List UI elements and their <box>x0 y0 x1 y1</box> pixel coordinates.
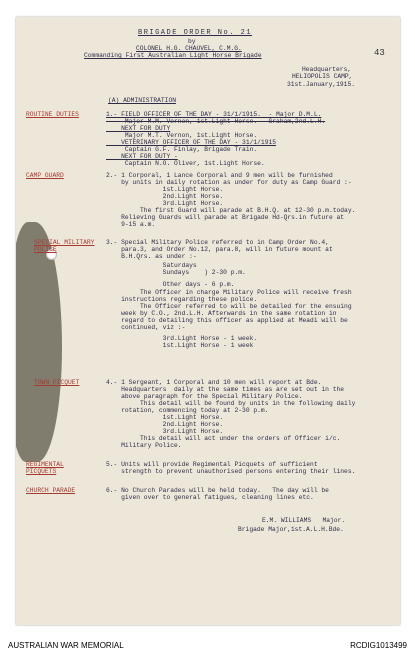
body-line: Major M.M. Vernon, 1st.Light Horse. Graham,2nd.L.H. <box>106 118 326 125</box>
body-line: above paragraph for the Special Military Police. <box>106 393 303 400</box>
margin-label-town-picquet: TOWN PICQUET <box>34 379 80 386</box>
location-line: HELIOPOLIS CAMP, <box>292 73 353 80</box>
body-line: instructions regarding these police. <box>106 296 258 303</box>
body-line: The first Guard will parade at B.H.Q. at 12-30 p.m.today. <box>106 207 356 214</box>
page-number: 43 <box>374 48 385 58</box>
body-line: 1.- FIELD OFFICER OF THE DAY - 31/1/1915. - Major D.M.L. <box>106 111 322 118</box>
body-line: 3rd.Light Horse - 1 week. <box>106 335 258 342</box>
body-line: 6.- No Church Parades will be held today. The day will be <box>106 487 329 494</box>
body-line: NEXT FOR DUTY - <box>106 153 178 160</box>
body-line: B.H.Qrs. as under :- <box>106 253 197 260</box>
order-title: BRIGADE ORDER No. 21 <box>138 29 253 37</box>
margin-label-church-parade: CHURCH PARADE <box>26 487 76 494</box>
body-line: Relieving Guards will parade at Brigade Hd-Qrs.in future at <box>106 214 345 221</box>
signature-role: Brigade Major,1st.A.L.H.Bde. <box>238 526 344 533</box>
body-line: para.3, and Order No.12, para.8, will in future mount at <box>106 246 333 253</box>
order-by: by <box>188 38 196 45</box>
margin-label-routine-duties: ROUTINE DUTIES <box>26 111 79 118</box>
body-line: given over to general fatigues, cleaning lines etc. <box>106 494 314 501</box>
location-line: 31st.January,1915. <box>287 81 356 88</box>
body-line: week by C.O., 2nd.L.H. Afterwards in the same rotation in <box>106 310 337 317</box>
body-line: 4.- 1 Sergeant, 1 Corporal and 10 men will report at Bde. <box>106 379 322 386</box>
body-line: 2nd.Light Horse. <box>106 421 224 428</box>
body-line: NEXT FOR DUTY <box>106 125 171 132</box>
body-line: by units in daily rotation as under for duty as Camp Guard :- <box>106 179 352 186</box>
body-line: Sundays ) 2-30 p.m. <box>106 269 246 276</box>
margin-label-military-police: SPECIAL MILITARY <box>34 239 95 246</box>
location-line: Headquarters, <box>302 66 352 73</box>
body-line: The Officer referred to will be detailed for the ensuing <box>106 303 352 310</box>
footer-item-id: RCDIG1013499 <box>350 641 407 650</box>
signature-name: E.M. WILLIAMS Major. <box>262 517 346 524</box>
body-line: Headquarters daily at the same times as are set out in the <box>106 386 345 393</box>
body-line: 3.- Special Military Police referred to in Camp Order No.4, <box>106 239 329 246</box>
body-line: VETERINARY OFFICER OF THE DAY - 31/1/1915 <box>106 139 277 146</box>
document-page <box>16 17 400 625</box>
margin-label-camp-guard: CAMP GUARD <box>26 172 64 179</box>
margin-label-military-police: POLICE <box>34 246 57 253</box>
body-line: 3rd.Light Horse. <box>106 200 224 207</box>
body-line: 9-15 a.m. <box>106 221 156 228</box>
footer-bar <box>0 635 415 655</box>
body-line: Captain N.O. Oliver, 1st.Light Horse. <box>106 160 265 167</box>
body-line: Captain G.F. Finlay, Brigade Train. <box>106 146 258 153</box>
body-line: strength to prevent unauthorised persons entering their lines. <box>106 468 356 475</box>
body-line: 1st.Light Horse. <box>106 186 224 193</box>
body-line: 3rd.Light Horse. <box>106 428 224 435</box>
body-line: regard to detailing this officer as applied at Meadi will be <box>106 317 348 324</box>
body-line: 1st.Light Horse - 1 week <box>106 342 254 349</box>
order-author: COLONEL H.G. CHAUVEL, C.M.G. <box>136 45 242 52</box>
body-line: This detail will act under the orders of Officer i/c. <box>106 435 341 442</box>
body-line: Other days - 6 p.m. <box>106 281 235 288</box>
body-line: rotation, commencing today at 2-30 p.m. <box>106 407 269 414</box>
body-line: This detail will be found by units in the following daily <box>106 400 356 407</box>
footer-archive-label: AUSTRALIAN WAR MEMORIAL <box>8 641 124 650</box>
body-line: 1st.Light Horse. <box>106 414 224 421</box>
body-line: Saturdays <box>106 262 197 269</box>
body-line: 2nd.Light Horse. <box>106 193 224 200</box>
margin-label-regimental-picquets: REGIMENTAL <box>26 461 64 468</box>
order-command: Commanding First Australian Light Horse Brigade <box>84 52 262 59</box>
body-line: 5.- Units will provide Regimental Picquets of sufficient <box>106 461 318 468</box>
margin-label-regimental-picquets: PICQUETS <box>26 468 57 475</box>
body-line: Military Police. <box>106 442 182 449</box>
body-line: 2.- 1 Corporal, 1 Lance Corporal and 9 men will be furnished <box>106 172 333 179</box>
body-line: The Officer in charge Military Police will receive fresh <box>106 289 352 296</box>
section-title: (A) ADMINISTRATION <box>108 97 177 104</box>
body-line: Major M.T. Vernon, 1st.Light Horse. <box>106 132 258 139</box>
body-line: continued, viz :- <box>106 324 186 331</box>
